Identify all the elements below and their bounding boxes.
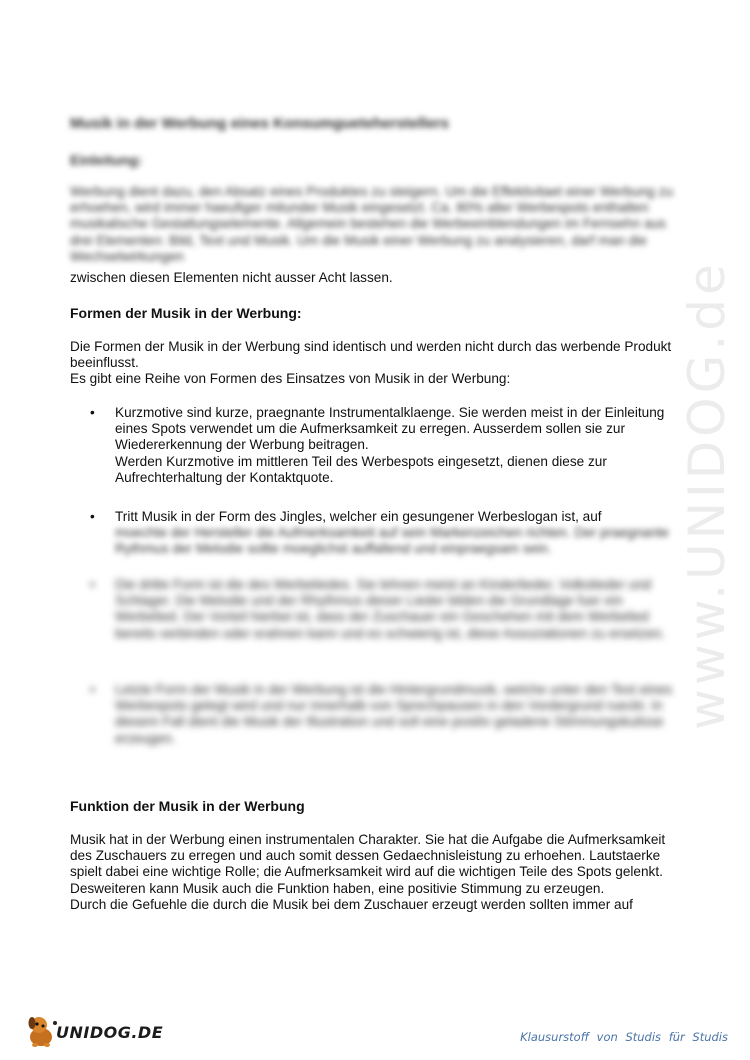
forms-list: [70, 405, 710, 486]
list-item: [70, 509, 690, 558]
bullet-3-blurred: • Die dritte Form ist die des Werbeliedes. Sie lehnen meist an Kinderlieder, Volkslieder und Schlager. Die Melodie und der Rhythmus dieser Lieder bilden die Grundlage fuer ein Werbelied. Der Vorteil hierbei ist, dass der Zuschauer ein Geschehen mit dem Werbelied bereits verbinden oder erahnen kann und es schwierig ist, diese Assoziationen zu ersetzen.: [115, 577, 666, 641]
bullet-4-blurred: • Letzte Form der Musik in der Werbung ist die Hintergrundmusik, welche unter den Text eines Werbespots gelegt wird und nur innerhalb von Sprechpausen in den Vordergrund rueckt. In diesem Fall dient die Musik der Illustration und soll eine positiv geladene Stimmungskulisse erzeugen.: [115, 682, 673, 746]
bullet-1-continuation: Werden Kurzmotive im mittleren Teil des Werbespots eingesetzt, dienen diese zur Aufrechterhaltung der Kontaktquote.: [115, 453, 607, 485]
function-paragraph: [70, 832, 690, 913]
logo-text: UNIDOG.DE: [56, 1023, 164, 1042]
watermark: www.UNIDOG.de: [678, 260, 736, 730]
forms-list-2: [70, 509, 710, 558]
document-title: Musik in der Werbung eines Konsumgueteherstellers: [70, 115, 449, 132]
forms-paragraph-2: Es gibt eine Reihe von Formen des Einsatzes von Musik in der Werbung:: [70, 371, 511, 387]
intro-blurred-text: Werbung dient dazu, den Absatz eines Produktes zu steigern. Um die Effektivitaet einer Werbung zu erhoehen, wird immer haeufiger mitunder Musik eingesetzt. Ca. 80% aller Werbespots enthalten musikalische Gestaltungselemente. Allgemein bestehen die Werbeeinblendungen im Fernsehn aus drei Elementen: Bild, Text und Musik. Um die Musik einer Werbung zu analysieren, darf man die Wechselwirkungen: [70, 184, 674, 264]
forms-paragraph: [70, 339, 685, 388]
dog-icon: [26, 1013, 60, 1049]
function-paragraph-2: Desweiteren kann Musik auch die Funktion haben, eine positivie Stimmung zu erzeugen.: [70, 880, 605, 896]
forms-paragraph-1: Die Formen der Musik in der Werbung sind identisch und werden nicht durch das werbende Produkt beeinflusst.: [70, 339, 672, 371]
function-heading: Funktion der Musik in der Werbung: [70, 798, 305, 814]
list-item: [70, 577, 690, 642]
bullet-2-text: • Tritt Musik in der Form des Jingles, welcher ein gesungener Werbeslogan ist, auf: [115, 509, 602, 524]
bullet-2-blurred: moechte der Hersteller die Aufmerksamkeit auf sein Markenzeichen richten. Der praegnante Rythmus der Melodie sollte moeglichst auffallend und einpraegsam sein.: [115, 525, 669, 557]
intro-visible-text: zwischen diesen Elementen nicht ausser Acht lassen.: [70, 270, 393, 285]
forms-list-3: [70, 577, 710, 642]
forms-heading: Formen der Musik in der Werbung:: [70, 305, 302, 321]
function-paragraph-3: Durch die Gefuehle die durch die Musik bei dem Zuschauer erzeugt werden sollten immer auf: [70, 896, 633, 912]
footer-note: Klausurstoff von Studis für Studis: [520, 1030, 728, 1044]
unidog-logo[interactable]: [26, 1013, 164, 1049]
list-item: [70, 405, 690, 486]
intro-heading: Einleitung:: [70, 152, 143, 168]
bullet-1-text: • Kurzmotive sind kurze, praegnante Instrumentalklaenge. Sie werden meist in der Einleitung eines Spots verwendet um die Aufmerksamkeit zu erregen. Ausserdem sollen sie zur Wiedererkennung der Werbung beitragen.: [115, 405, 665, 453]
forms-list-4: [70, 682, 710, 747]
function-paragraph-1: Musik hat in der Werbung einen instrumentalen Charakter. Sie hat die Aufgabe die Aufmerksamkeit des Zuschauers zu erregen und auch somit dessen Gedaechnisleistung zu erhoehen. Lautstaerke spielt dabei eine wichtige Rolle; die Aufmerksamkeit wird auf die wichtigen Teile des Spots gelenkt.: [70, 832, 666, 880]
list-item: [70, 682, 690, 747]
